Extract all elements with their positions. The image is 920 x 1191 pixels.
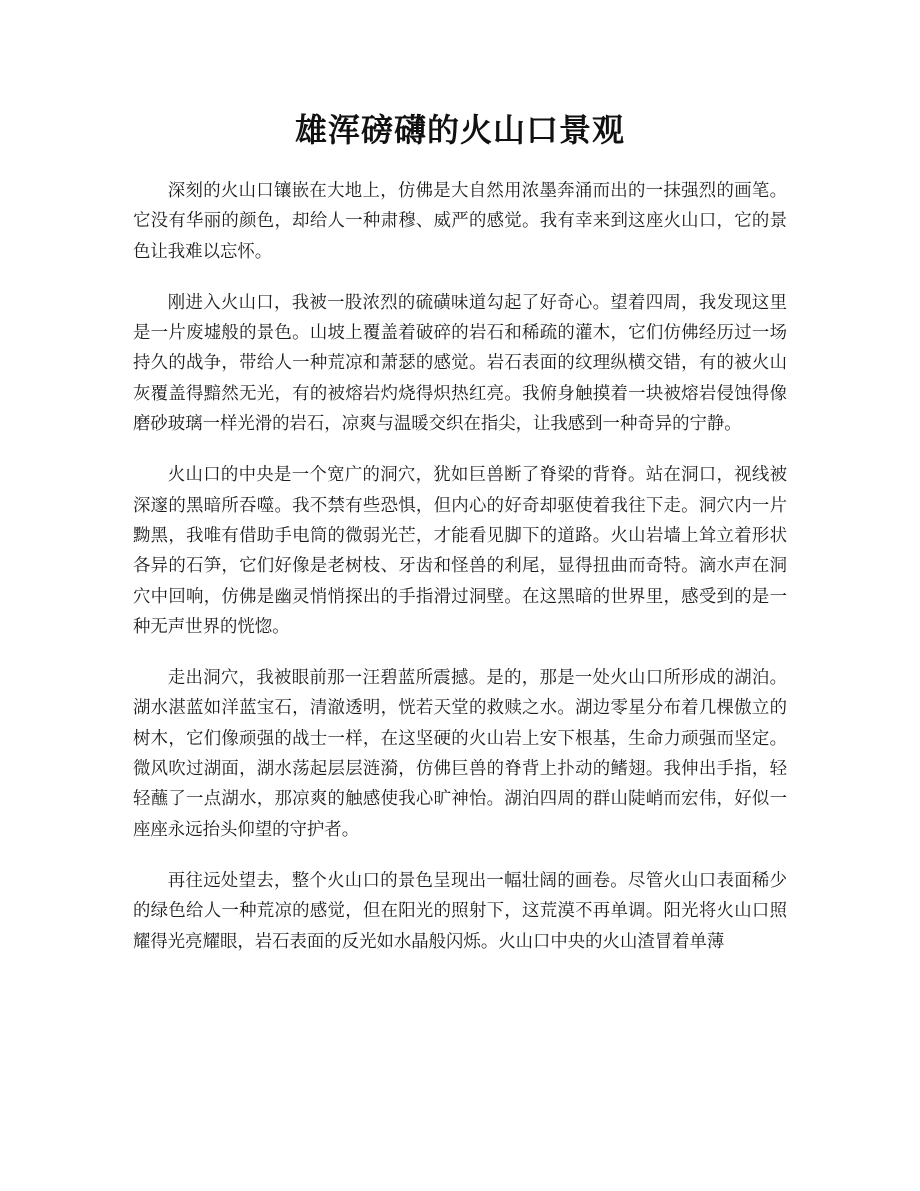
paragraph-4: 走出洞穴，我被眼前那一汪碧蓝所震撼。是的，那是一处火山口所形成的湖泊。湖水湛蓝如洋蓝宝石，清澈透明，恍若天堂的救赎之水。湖边零星分布着几棵傲立的树木，它们像顽强的战士一样，在这坚硬的火山岩上安下根基，生命力顽强而坚定。微风吹过湖面，湖水荡起层层涟漪，仿佛巨兽的脊背上扑动的鳍翅。我伸出手指，轻轻蘸了一点湖水，那凉爽的触感使我心旷神怡。湖泊四周的群山陡峭而宏伟，好似一座座永远抬头仰望的守护者。: [133, 668, 787, 840]
document-title: 雄浑磅礴的火山口景观: [294, 111, 625, 149]
paragraph-5: 再往远处望去，整个火山口的景色呈现出一幅壮阔的画卷。尽管火山口表面稀少的绿色给人一种荒凉的感觉，但在阳光的照射下，这荒漠不再单调。阳光将火山口照耀得光亮耀眼，岩石表面的反光如水晶般闪烁。火山口中央的火山渣冒着单薄: [133, 870, 787, 952]
paragraph-1: 深刻的火山口镶嵌在大地上，仿佛是大自然用浓墨奔涌而出的一抹强烈的画笔。它没有华丽的颜色，却给人一种肃穆、威严的感觉。我有幸来到这座火山口，它的景色让我难以忘怀。: [133, 181, 787, 262]
paragraph-2: 刚进入火山口，我被一股浓烈的硫磺味道勾起了好奇心。望着四周，我发现这里是一片废墟般的景色。山坡上覆盖着破碎的岩石和稀疏的灌木，它们仿佛经历过一场持久的战争，带给人一种荒凉和萧瑟的感觉。岩石表面的纹理纵横交错，有的被火山灰覆盖得黯然无光，有的被熔岩灼烧得炽热红亮。我俯身触摸着一块被熔岩侵蚀得像磨砂玻璃一样光滑的岩石，凉爽与温暖交织在指尖，让我感到一种奇异的宁静。: [133, 292, 787, 435]
paragraph-3: 火山口的中央是一个宽广的洞穴，犹如巨兽断了脊梁的背脊。站在洞口，视线被深邃的黑暗所吞噬。我不禁有些恐惧，但内心的好奇却驱使着我往下走。洞穴内一片黝黑，我唯有借助手电筒的微弱光芒，才能看见脚下的道路。火山岩墙上耸立着形状各异的石笋，它们好像是老树枝、牙齿和怪兽的利尾，显得扭曲而奇特。滴水声在洞穴中回响，仿佛是幽灵悄悄探出的手指滑过洞壁。在这黑暗的世界里，感受到的是一种无声世界的恍惚。: [133, 465, 787, 637]
document-body: [133, 176, 787, 978]
